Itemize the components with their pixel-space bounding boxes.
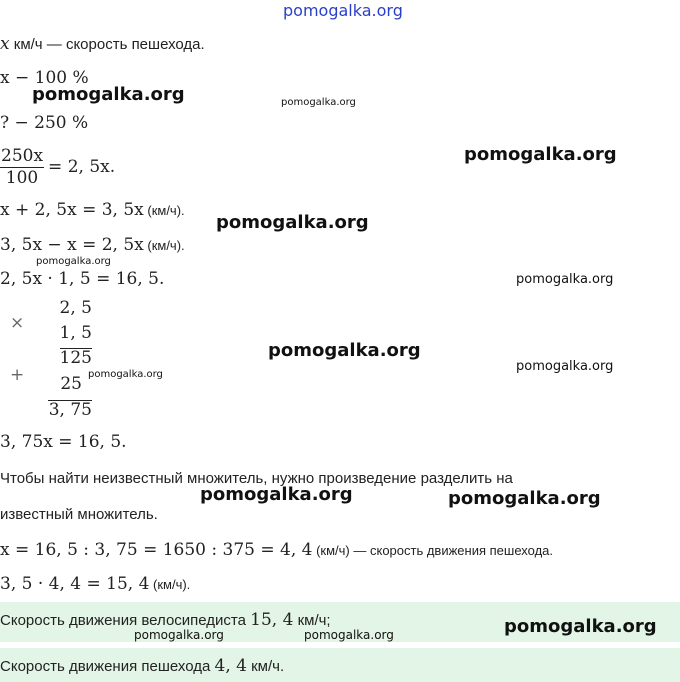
watermark: pomogalka.org: [268, 340, 421, 361]
difference-expression: 3, 5x − x = 2, 5x: [0, 235, 144, 255]
multiplicand: 2, 5: [59, 298, 92, 318]
answer-1-unit: км/ч;: [293, 612, 331, 629]
fraction-denominator: 100: [5, 168, 39, 188]
equation-line: 2, 5x · 1, 5 = 16, 5.: [0, 269, 165, 289]
fraction-result: = 2, 5x.: [48, 157, 116, 177]
watermark: pomogalka.org: [200, 484, 353, 505]
fraction-line: [0, 146, 115, 189]
answer-2-text: Скорость движения пешехода: [0, 658, 215, 675]
watermark: pomogalka.org: [516, 359, 614, 374]
watermark: pomogalka.org: [32, 84, 185, 105]
sum-line: [0, 200, 185, 220]
proportion-line-2: ? − 250 %: [0, 113, 89, 133]
answer-2-unit: км/ч.: [246, 658, 285, 675]
watermark: pomogalka.org: [448, 488, 601, 509]
answer-2: [0, 656, 284, 676]
difference-line: [0, 235, 185, 255]
definition-text: км/ч — скорость пешехода.: [9, 36, 205, 53]
watermark: pomogalka.org: [134, 628, 224, 642]
watermark: pomogalka.org: [504, 616, 657, 637]
bicycle-speed-line: [0, 574, 190, 594]
watermark: pomogalka.org: [88, 369, 163, 380]
top-watermark[interactable]: pomogalka.org: [283, 1, 403, 20]
partial-product-1: 125: [59, 348, 92, 368]
sum-expression: x + 2, 5x = 3, 5x: [0, 200, 144, 220]
definition-line: [0, 34, 205, 54]
answer-1-text: Скорость движения велосипедиста: [0, 612, 251, 629]
solution-expression: x = 16, 5 : 3, 75 = 1650 : 375 = 4, 4: [0, 540, 313, 560]
watermark: pomogalka.org: [216, 212, 369, 233]
column-result: 3, 75: [48, 400, 92, 420]
sum-unit: (км/ч).: [143, 203, 185, 218]
multiplier: 1, 5: [59, 323, 92, 343]
bicycle-speed-expression: 3, 5 · 4, 4 = 15, 4: [0, 574, 150, 594]
watermark: pomogalka.org: [304, 628, 394, 642]
answer-1-value: 15, 4: [250, 610, 294, 630]
watermark: pomogalka.org: [281, 97, 356, 108]
rule-text-2: известный множитель.: [0, 506, 158, 523]
watermark: pomogalka.org: [36, 256, 111, 267]
solution-unit: (км/ч) — скорость движения пешехода.: [312, 543, 553, 558]
rule-text-1: Чтобы найти неизвестный множитель, нужно произведение разделить на: [0, 470, 513, 487]
times-sign: ×: [10, 313, 25, 333]
partial-product-2: 25: [60, 374, 82, 394]
watermark: pomogalka.org: [464, 144, 617, 165]
proportion-line-1: x − 100 %: [0, 68, 89, 88]
plus-sign: +: [10, 365, 25, 385]
bicycle-speed-unit: (км/ч).: [149, 577, 191, 592]
answer-1: [0, 610, 331, 630]
answer-2-value: 4, 4: [214, 656, 247, 676]
variable-x: x: [0, 34, 10, 54]
difference-unit: (км/ч).: [143, 238, 185, 253]
watermark: pomogalka.org: [516, 272, 614, 287]
solution-line: [0, 540, 553, 560]
equation-line-2: 3, 75x = 16, 5.: [0, 432, 127, 452]
fraction: [0, 146, 44, 189]
fraction-numerator: 250x: [1, 146, 44, 166]
